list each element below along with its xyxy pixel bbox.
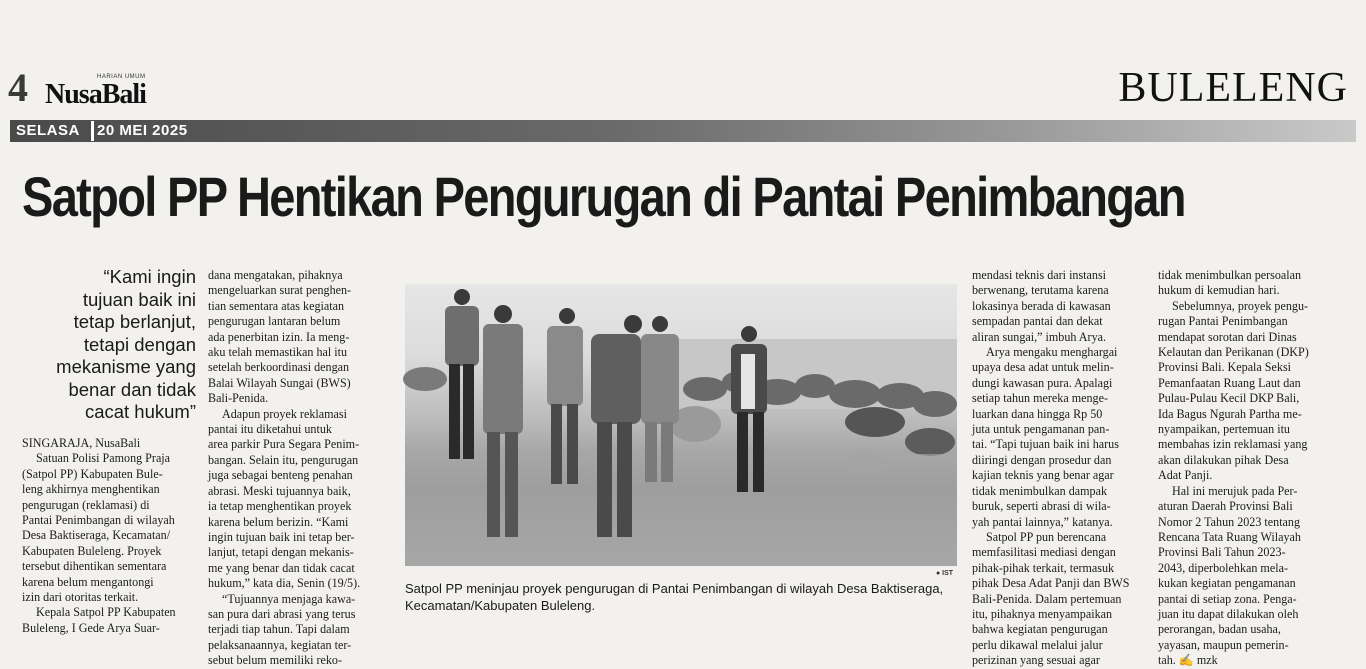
pull-quote-line: tujuan baik ini: [82, 288, 196, 310]
paragraph-line: tah. ✍ mzk: [1158, 653, 1218, 668]
paragraph-line: Pemanfaatan Ruang Laut dan: [1158, 375, 1301, 390]
paragraph-line: memfasilitasi mediasi dengan: [972, 545, 1116, 560]
paragraph-line: Provinsi Bali. Kepala Seksi: [1158, 360, 1292, 375]
paragraph-line: 2043, diperbolehkan mela-: [1158, 560, 1288, 575]
paragraph-line: Kepala Satpol PP Kabupaten: [36, 605, 176, 620]
article-column-4: [1158, 268, 1338, 669]
logo-tagline: HARIAN UMUM: [97, 74, 146, 80]
paragraph-line: luarkan dana hingga Rp 50: [972, 406, 1103, 421]
paragraph-line: Satuan Polisi Pamong Praja: [36, 451, 171, 466]
date-day: SELASA: [16, 122, 80, 139]
logo-name: NusaBali: [45, 79, 146, 110]
paragraph-line: Bali-Penida.: [208, 391, 269, 406]
paragraph-line: tian sementara atas kegiatan: [208, 298, 344, 313]
paragraph-line: Hal ini merujuk pada Per-: [1172, 483, 1298, 498]
pull-quote: [40, 266, 196, 424]
paragraph-line: pantai itu diketahui untuk: [208, 422, 332, 437]
paragraph-line: Pantai Penimbangan di wilayah: [22, 513, 175, 528]
paragraph-line: mendasi teknis dari instansi: [972, 268, 1107, 282]
paragraph-line: Pulau-Pulau Kecil DKP Bali,: [1158, 391, 1300, 406]
paragraph-line: perizinan yang sesuai agar: [972, 653, 1100, 668]
paragraph-line: Ida Bagus Ngurah Partha me-: [1158, 406, 1302, 421]
paragraph-line: (Satpol PP) Kabupaten Bule-: [22, 466, 163, 481]
paragraph-line: area parkir Pura Segara Penim-: [208, 437, 360, 452]
paragraph-line: mendapat sorotan dari Dinas: [1158, 329, 1297, 344]
paragraph-line: “Tujuannya menjaga kawa-: [222, 591, 356, 606]
paragraph-line: lanjut, tetapi dengan mekanis-: [208, 545, 354, 560]
paragraph-line: Sebelumnya, proyek pengu-: [1172, 298, 1309, 313]
paragraph-line: dungi kawasan pura. Apalagi: [972, 375, 1113, 390]
paragraph-line: Rencana Tata Ruang Wilayah: [1158, 529, 1301, 544]
pull-quote-line: mekanisme yang: [56, 356, 196, 377]
paragraph-line: akan dilakukan pihak Desa: [1158, 452, 1289, 467]
paragraph-line: juan itu dapat dilakukan oleh: [1158, 606, 1299, 621]
paragraph-line: me yang benar dan tidak cacat: [208, 560, 355, 575]
pull-quote-line: tetap berlanjut,: [73, 311, 196, 332]
paragraph-line: setiap tahun mereka menge-: [972, 391, 1108, 406]
paragraph-line: karena belum mengantongi: [22, 574, 154, 589]
paragraph-line: Adapun proyek reklamasi: [222, 406, 347, 421]
paragraph-line: karena belum berizin. “Kami: [208, 514, 349, 529]
paragraph-line: ada penerbitan izin. Ia meng-: [208, 329, 350, 344]
paragraph-line: tidak menimbulkan dampak: [972, 483, 1108, 498]
pull-quote-line: “Kami ingin: [103, 266, 196, 287]
paragraph-line: Provinsi Bali Tahun 2023-: [1158, 545, 1286, 560]
paragraph-line: yah pantai lainnya,” katanya.: [972, 514, 1113, 529]
paragraph-line: setelah berkoordinasi dengan: [208, 360, 350, 375]
photo-scene: [405, 284, 957, 566]
article-column-1: [22, 436, 202, 636]
paragraph-line: Balai Wilayah Sungai (BWS): [208, 375, 351, 390]
pull-quote-line: tetapi dengan: [83, 333, 196, 355]
paragraph-line: aku telah memastikan hal itu: [208, 345, 348, 360]
paragraph-line: terjadi tiap tahun. Tapi dalam: [208, 622, 350, 637]
photo-caption: Satpol PP meninjau proyek pengurugan di Pantai Penimbangan di wilayah Desa Baktiseraga, Kecamatan/Kabupaten Buleleng.: [405, 581, 944, 613]
paragraph-line: Buleleng, I Gede Arya Suar-: [22, 620, 160, 635]
paragraph-line: dana mengatakan, pihaknya: [208, 268, 343, 282]
paragraph-line: abrasi. Meski tujuannya baik,: [208, 483, 351, 498]
paragraph-line: sempadan pantai dan dekat: [972, 314, 1103, 329]
paragraph-line: Satpol PP pun berencana: [986, 529, 1107, 544]
paragraph-line: lokasinya berada di kawasan: [972, 298, 1111, 313]
paragraph-line: kukan kegiatan pengamanan: [1158, 576, 1296, 591]
paragraph-line: san pura dari abrasi yang terus: [208, 606, 356, 621]
page-number: 4: [8, 65, 28, 110]
paragraph-line: Bali-Penida. Dalam pertemuan: [972, 591, 1122, 606]
paragraph-line: pelaksanaannya, kegiatan ter-: [208, 637, 352, 652]
paragraph-line: yayasan, maupun pemerin-: [1158, 637, 1289, 652]
paragraph-line: Nomor 2 Tahun 2023 tentang: [1158, 514, 1301, 529]
date-text: 20 MEI 2025: [97, 122, 188, 139]
paragraph-line: SINGARAJA, NusaBali: [22, 436, 141, 450]
paragraph-line: Kabupaten Buleleng. Proyek: [22, 543, 162, 558]
pull-quote-line: benar dan tidak: [68, 378, 196, 400]
paragraph-line: tidak menimbulkan persoalan: [1158, 268, 1302, 282]
article-column-3: [972, 268, 1150, 669]
paragraph-line: izin dari otoritas terkait.: [22, 590, 139, 605]
article-column-2: [208, 268, 393, 669]
paragraph-line: pihak-pihak terkait, termasuk: [972, 560, 1115, 575]
paragraph-line: bangan. Selain itu, pengurugan: [208, 452, 359, 467]
paragraph-line: Desa Baktiseraga, Kecamatan/: [22, 528, 171, 543]
pull-quote-line: cacat hukum”: [84, 401, 196, 422]
paragraph-line: itu, pihaknya menyampaikan: [972, 606, 1113, 621]
nusabali-logo: [45, 74, 185, 110]
paragraph-line: ia tetap menghentikan proyek: [208, 499, 352, 514]
paragraph-line: aliran sungai,” imbuh Arya.: [972, 329, 1107, 344]
paragraph-line: juga sebagai benteng penahan: [208, 468, 353, 483]
paragraph-line: sebut belum memiliki reko-: [208, 653, 343, 668]
paragraph-line: pengurugan (reklamasi) di: [22, 497, 150, 512]
paragraph-line: Kelautan dan Perikanan (DKP): [1158, 345, 1309, 360]
paragraph-line: membahas izin reklamasi yang: [1158, 437, 1308, 452]
paragraph-line: Arya mengaku menghargai: [986, 345, 1118, 360]
paragraph-line: tai. “Tapi tujuan baik ini harus: [972, 437, 1119, 452]
section-title: BULELENG: [1118, 65, 1348, 111]
paragraph-line: leng akhirnya menghentikan: [22, 482, 160, 497]
paragraph-line: rugan Pantai Penimbangan: [1158, 314, 1288, 329]
paragraph-line: juta untuk pengamanan pan-: [972, 422, 1110, 437]
paragraph-line: hukum di kemudian hari.: [1158, 283, 1280, 298]
news-photo: [405, 284, 957, 566]
paragraph-line: bahwa kegiatan pengurugan: [972, 622, 1108, 637]
paragraph-line: mengeluarkan surat penghen-: [208, 283, 352, 298]
paragraph-line: perlu dikawal melalui jalur: [972, 637, 1103, 652]
date-bar: [10, 120, 1356, 142]
paragraph-line: ingin tujuan baik ini tetap ber-: [208, 529, 355, 544]
paragraph-line: berwenang, terutama karena: [972, 283, 1109, 298]
paragraph-line: pengurugan lantaran belum: [208, 314, 341, 329]
paragraph-line: kajian teknis yang benar agar: [972, 468, 1114, 483]
paragraph-line: upaya desa adat untuk melin-: [972, 360, 1114, 375]
paragraph-line: pantai di setiap zona. Penga-: [1158, 591, 1297, 606]
date-separator: [91, 121, 94, 141]
paragraph-line: buruk, seperti abrasi di wila-: [972, 499, 1111, 514]
paragraph-line: perorangan, badan usaha,: [1158, 622, 1281, 637]
paragraph-line: Adat Panji.: [1158, 468, 1213, 483]
paragraph-line: diiringi dengan prosedur dan: [972, 452, 1112, 467]
paragraph-line: hukum,” kata dia, Senin (19/5).: [208, 576, 361, 591]
paragraph-line: pihak Desa Adat Panji dan BWS: [972, 576, 1130, 591]
paragraph-line: tersebut dihentikan sementara: [22, 559, 167, 574]
paragraph-line: aturan Daerah Provinsi Bali: [1158, 499, 1293, 514]
paragraph-line: nyampaikan, pertemuan itu: [1158, 422, 1290, 437]
photo-credit: ● IST: [936, 570, 954, 577]
article-headline: Satpol PP Hentikan Pengurugan di Pantai Penimbangan: [22, 165, 1185, 228]
